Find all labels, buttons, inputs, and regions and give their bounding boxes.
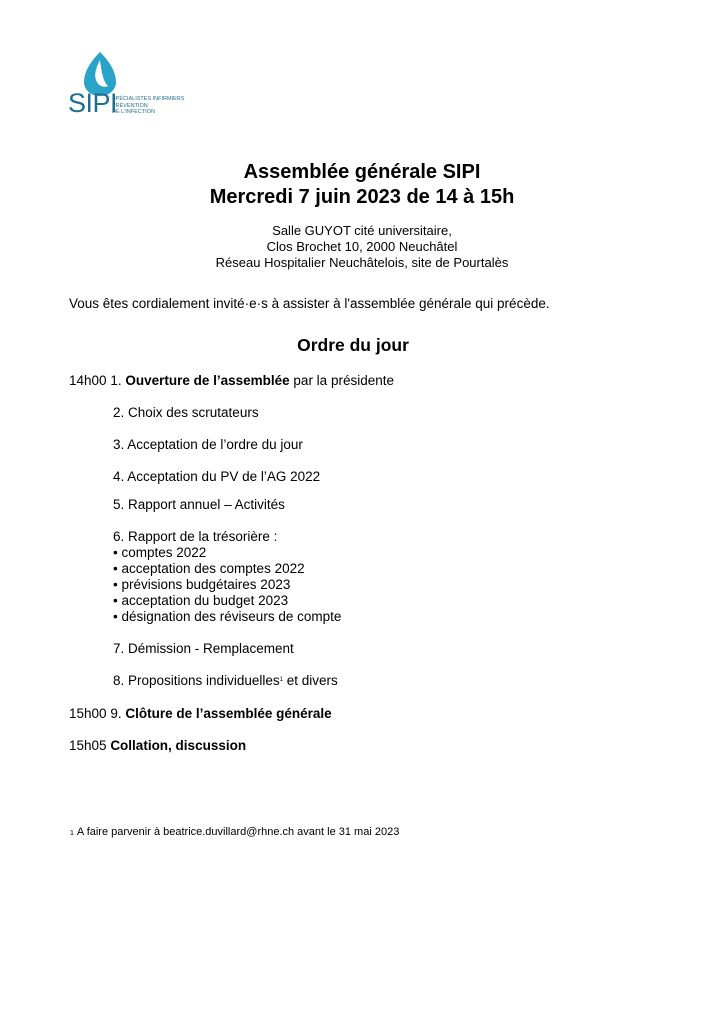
logo-word: SIPI xyxy=(68,88,118,118)
agenda-title: 8. Propositions individuelles xyxy=(113,673,280,688)
agenda-item: 7. Démission - Remplacement xyxy=(113,641,294,656)
agenda-item xyxy=(69,706,332,721)
agenda-bullet: • désignation des réviseurs de compte xyxy=(113,609,342,624)
logo-tagline xyxy=(112,96,184,116)
agenda-title: Ouverture de l’assemblée xyxy=(125,373,290,388)
address-line: Clos Brochet 10, 2000 Neuchâtel xyxy=(266,239,458,254)
agenda-bullet: • comptes 2022 xyxy=(113,545,207,560)
logo-tagline-line: DE L'INFECTION xyxy=(112,109,155,115)
footnote-marker: 1 xyxy=(70,830,74,837)
agenda-item: 2. Choix des scrutateurs xyxy=(113,405,259,420)
agenda-time: 14h00 xyxy=(69,373,107,388)
agenda-title: Collation, discussion xyxy=(110,738,247,753)
agenda-bullet: • acceptation du budget 2023 xyxy=(113,593,289,608)
agenda-item xyxy=(69,373,394,388)
agenda-bullet: • prévisions budgétaires 2023 xyxy=(113,577,291,592)
agenda-time: 15h00 xyxy=(69,706,107,721)
agenda-detail: par la présidente xyxy=(289,373,394,388)
address-line: Salle GUYOT cité universitaire, xyxy=(272,223,452,238)
agenda-detail: et divers xyxy=(282,673,338,688)
agenda-item: 6. Rapport de la trésorière : xyxy=(113,529,278,544)
page-subtitle-date: Mercredi 7 juin 2023 de 14 à 15h xyxy=(209,186,515,208)
footnote-text: A faire parvenir à beatrice.duvillard@rhne.ch avant le 31 mai 2023 xyxy=(76,826,400,838)
agenda-item xyxy=(69,738,246,753)
logo-tagline-line: PRÉVENTION xyxy=(112,102,148,109)
invitation-text: Vous êtes cordialement invité·e·s à assister à l'assemblée générale qui précède. xyxy=(69,296,550,311)
footnote-reference: 1 xyxy=(279,677,283,683)
page-title: Assemblée générale SIPI xyxy=(243,161,481,183)
agenda-bullet: • acceptation des comptes 2022 xyxy=(113,561,305,576)
agenda-item: 4. Acceptation du PV de l’AG 2022 xyxy=(113,469,321,484)
agenda-item xyxy=(113,673,338,688)
agenda-title: Clôture de l’assemblée générale xyxy=(125,706,332,721)
agenda-heading: Ordre du jour xyxy=(297,335,409,355)
address-line: Réseau Hospitalier Neuchâtelois, site de Pourtalès xyxy=(215,255,509,270)
sipi-logo xyxy=(66,50,186,122)
agenda-number: 1. xyxy=(110,373,122,388)
agenda-item: 3. Acceptation de l’ordre du jour xyxy=(113,437,303,452)
logo-tagline-line: SPÉCIALISTES INFIRMIERS xyxy=(112,96,185,102)
agenda-number: 9. xyxy=(110,706,122,721)
agenda-item: 5. Rapport annuel – Activités xyxy=(113,497,285,512)
agenda-time: 15h05 xyxy=(69,738,107,753)
footnote xyxy=(70,826,399,838)
